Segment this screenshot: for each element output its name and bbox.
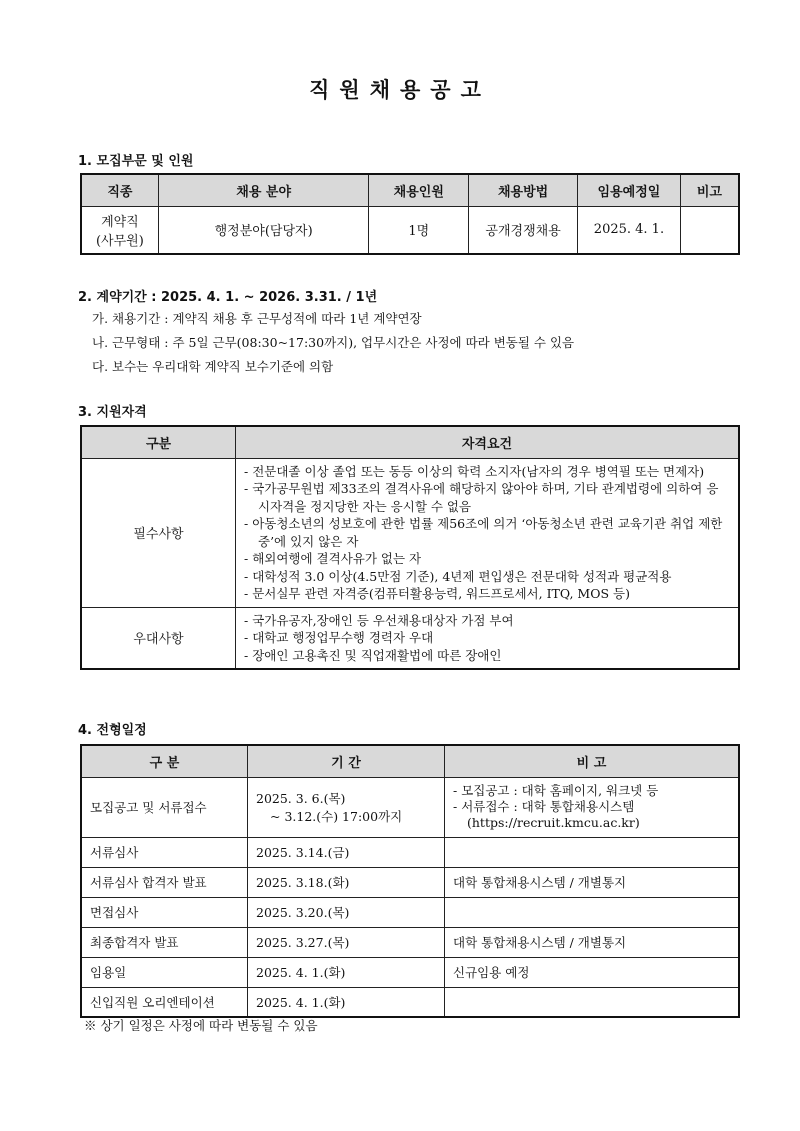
page-title: 직원채용공고: [309, 78, 491, 102]
list-item: - 해외여행에 결격사유가 없는 자: [244, 551, 422, 566]
list-item: - 대학교 행정업무수행 경력자 우대: [244, 630, 434, 645]
list-item: - 국가공무원법 제33조의 결격사유에 해당하지 않아야 하며, 기타 관계법령에 의하여 응시자격을 정지당한 자는 응시할 수 없음: [244, 481, 719, 514]
contract-item: 다. 보수는 우리대학 계약직 보수기준에 의함: [92, 359, 334, 374]
table-header: 구분: [81, 426, 236, 458]
stage-cell: 면접심사: [81, 897, 248, 927]
list-item: - 문서실무 관련 자격증(컴퓨터활용능력, 워드프로세서, ITQ, MOS 등): [244, 586, 630, 601]
period-cell: 2025. 3.18.(화): [248, 867, 445, 897]
section4-heading: 4. 전형일정: [78, 723, 147, 738]
schedule-table: [80, 744, 740, 1018]
table-header: 채용인원: [369, 174, 469, 206]
list-item: - 장애인 고용촉진 및 직업재활법에 따른 장애인: [244, 647, 502, 663]
preferred-list: [236, 608, 738, 669]
table-header: 자격요건: [236, 426, 740, 458]
preferred-label: 우대사항: [81, 607, 236, 669]
period-cell: 2025. 3.27.(목): [248, 927, 445, 957]
table-header: 임용예정일: [578, 174, 681, 206]
table-row: [81, 458, 739, 607]
period-cell: 2025. 4. 1.(화): [248, 987, 445, 1017]
method-cell: 공개경쟁채용: [469, 206, 578, 254]
table-row: [81, 897, 739, 927]
qualification-table: [80, 425, 740, 670]
remark-cell: 신규임용 예정: [445, 957, 740, 987]
table-header: 구 분: [81, 745, 248, 777]
list-item: - 국가유공자,장애인 등 우선채용대상자 가점 부여: [244, 612, 514, 628]
remark-cell: [445, 837, 740, 867]
table-row: [81, 957, 739, 987]
recruitment-table: [80, 173, 740, 255]
period-cell: 2025. 3.14.(금): [248, 837, 445, 867]
table-row: [81, 607, 739, 669]
stage-cell: 신입직원 오리엔테이션: [81, 987, 248, 1017]
table-header: 기 간: [248, 745, 445, 777]
required-list: [236, 459, 738, 607]
section3-heading: 3. 지원자격: [78, 405, 147, 420]
contract-item: 나. 근무형태 : 주 5일 근무(08:30~17:30까지), 업무시간은 사정에 따라 변동될 수 있음: [92, 335, 575, 350]
stage-cell: 최종합격자 발표: [81, 927, 248, 957]
preferred-cell: [236, 607, 740, 669]
required-label: 필수사항: [81, 458, 236, 607]
table-header: 비 고: [445, 745, 740, 777]
remark-cell: 대학 통합채용시스템 / 개별통지: [445, 867, 740, 897]
remark-cell: [680, 206, 739, 254]
period-cell: 2025. 3.20.(목): [248, 897, 445, 927]
schedule-note: ※ 상기 일정은 사정에 따라 변동될 수 있음: [84, 1018, 318, 1033]
remark-cell: 대학 통합채용시스템 / 개별통지: [445, 927, 740, 957]
headcount-cell: 1명: [369, 206, 469, 254]
job-field-cell: 행정분야(담당자): [158, 206, 369, 254]
list-item: - 아동청소년의 성보호에 관한 법률 제56조에 의거 ‘아동청소년 관련 교육기관 취업 제한 중’에 있지 않은 자: [244, 516, 723, 549]
contract-item: 가. 채용기간 : 계약직 채용 후 근무성적에 따라 1년 계약연장: [92, 311, 422, 326]
table-header: 채용 분야: [158, 174, 369, 206]
list-item: - 대학성적 3.0 이상(4.5만점 기준), 4년제 편입생은 전문대학 성적과 평균적용: [244, 568, 672, 584]
table-header: 비고: [680, 174, 739, 206]
stage-cell: 서류심사: [81, 837, 248, 867]
table-row: [81, 987, 739, 1017]
start-date-cell: 2025. 4. 1.: [578, 206, 681, 254]
remark-cell: [445, 987, 740, 1017]
table-row: [81, 867, 739, 897]
table-header: 직종: [81, 174, 158, 206]
remark-cell: - 모집공고 : 대학 홈페이지, 워크넷 등 - 서류접수 : 대학 통합채용시스템 (https://recruit.kmcu.ac.kr): [445, 777, 740, 837]
stage-cell: 모집공고 및 서류접수: [81, 777, 248, 837]
table-row: [81, 206, 739, 254]
stage-cell: 임용일: [81, 957, 248, 987]
stage-cell: 서류심사 합격자 발표: [81, 867, 248, 897]
table-row: [81, 927, 739, 957]
period-cell: 2025. 4. 1.(화): [248, 957, 445, 987]
table-header: 채용방법: [469, 174, 578, 206]
table-row: [81, 777, 739, 837]
period-cell: 2025. 3. 6.(목) ~ 3.12.(수) 17:00까지: [248, 777, 445, 837]
table-row: [81, 837, 739, 867]
job-type-cell: 계약직 (사무원): [81, 206, 158, 254]
list-item: - 전문대졸 이상 졸업 또는 동등 이상의 학력 소지자(남자의 경우 병역필 또는 면제자): [244, 463, 705, 479]
required-cell: [236, 458, 740, 607]
section2-heading: 2. 계약기간 : 2025. 4. 1. ~ 2026. 3.31. / 1년: [78, 290, 378, 305]
remark-cell: [445, 897, 740, 927]
section1-heading: 1. 모집부문 및 인원: [78, 154, 194, 169]
